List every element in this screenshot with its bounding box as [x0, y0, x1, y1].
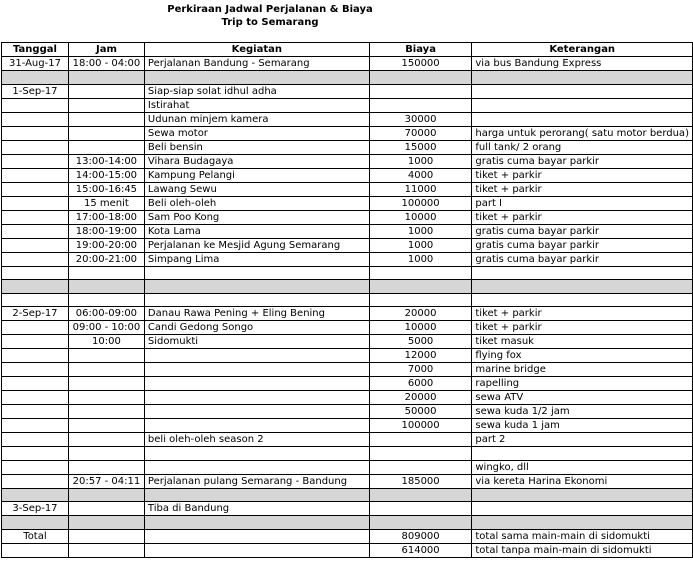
table-row: [2, 238, 693, 252]
cell-jam[interactable]: [68, 266, 144, 280]
cell-tanggal[interactable]: [2, 238, 69, 252]
cell-kegiatan[interactable]: Sidomukti: [144, 335, 369, 349]
cell-tanggal[interactable]: [2, 140, 69, 154]
cell-biaya[interactable]: 100000: [369, 196, 472, 210]
cell-keterangan[interactable]: tiket + parkir: [472, 182, 693, 196]
cell-jam[interactable]: 15:00-16:45: [68, 182, 144, 196]
cell-tanggal[interactable]: [2, 349, 69, 363]
cell-tanggal[interactable]: [2, 474, 69, 488]
table-body: [2, 57, 693, 558]
cell-biaya[interactable]: [369, 266, 472, 280]
table-row: [2, 349, 693, 363]
col-header-jam[interactable]: Jam: [68, 43, 144, 57]
itinerary-table: [1, 42, 693, 558]
cell-biaya[interactable]: 10000: [369, 210, 472, 224]
table-row: [2, 252, 693, 266]
cell-biaya[interactable]: [369, 516, 472, 530]
cell-kegiatan[interactable]: Danau Rawa Pening + Eling Bening: [144, 307, 369, 321]
cell-tanggal[interactable]: [2, 460, 69, 474]
cell-jam[interactable]: 10:00: [68, 335, 144, 349]
cell-biaya[interactable]: 15000: [369, 140, 472, 154]
cell-biaya[interactable]: 4000: [369, 168, 472, 182]
header-row: [2, 43, 693, 57]
cell-jam[interactable]: [68, 502, 144, 516]
cell-keterangan[interactable]: [472, 84, 693, 98]
cell-kegiatan[interactable]: Tiba di Bandung: [144, 502, 369, 516]
cell-kegiatan[interactable]: [144, 349, 369, 363]
cell-tanggal[interactable]: [2, 321, 69, 335]
cell-jam[interactable]: [68, 363, 144, 377]
cell-kegiatan[interactable]: [144, 543, 369, 557]
cell-keterangan[interactable]: full tank/ 2 orang: [472, 140, 693, 154]
cell-kegiatan[interactable]: [144, 293, 369, 307]
cell-biaya[interactable]: [369, 98, 472, 112]
cell-keterangan[interactable]: sewa kuda 1 jam: [472, 419, 693, 433]
cell-keterangan[interactable]: harga untuk perorang( satu motor berdua): [472, 126, 693, 140]
table-row: [2, 543, 693, 557]
cell-jam[interactable]: [68, 112, 144, 126]
table-row: [2, 307, 693, 321]
table-row: [2, 196, 693, 210]
cell-keterangan[interactable]: [472, 447, 693, 461]
table-row: [2, 321, 693, 335]
cell-biaya[interactable]: 100000: [369, 419, 472, 433]
cell-jam[interactable]: [68, 419, 144, 433]
cell-tanggal[interactable]: [2, 293, 69, 307]
cell-kegiatan[interactable]: [144, 488, 369, 502]
table-row: [2, 335, 693, 349]
cell-keterangan[interactable]: [472, 98, 693, 112]
cell-tanggal[interactable]: 31-Aug-17: [2, 57, 69, 71]
cell-tanggal[interactable]: 2-Sep-17: [2, 307, 69, 321]
cell-biaya[interactable]: 12000: [369, 349, 472, 363]
cell-jam[interactable]: 13:00-14:00: [68, 154, 144, 168]
table-row: [2, 293, 693, 307]
cell-jam[interactable]: [68, 84, 144, 98]
table-row: [2, 529, 693, 543]
cell-tanggal[interactable]: [2, 280, 69, 294]
cell-biaya[interactable]: 7000: [369, 363, 472, 377]
cell-kegiatan[interactable]: [144, 391, 369, 405]
cell-tanggal[interactable]: [2, 516, 69, 530]
cell-biaya[interactable]: [369, 447, 472, 461]
cell-tanggal[interactable]: [2, 405, 69, 419]
cell-kegiatan[interactable]: beli oleh-oleh season 2: [144, 433, 369, 447]
cell-jam[interactable]: [68, 460, 144, 474]
cell-biaya[interactable]: [369, 84, 472, 98]
cell-biaya[interactable]: 185000: [369, 474, 472, 488]
cell-tanggal[interactable]: [2, 377, 69, 391]
table-row: [2, 460, 693, 474]
cell-kegiatan[interactable]: Perjalanan Bandung - Semarang: [144, 57, 369, 71]
cell-keterangan[interactable]: tiket + parkir: [472, 168, 693, 182]
table-row: [2, 488, 693, 502]
cell-jam[interactable]: 06:00-09:00: [68, 307, 144, 321]
cell-kegiatan[interactable]: [144, 516, 369, 530]
cell-keterangan[interactable]: [472, 502, 693, 516]
cell-kegiatan[interactable]: [144, 266, 369, 280]
cell-kegiatan[interactable]: Lawang Sewu: [144, 182, 369, 196]
cell-tanggal[interactable]: [2, 98, 69, 112]
cell-tanggal[interactable]: [2, 363, 69, 377]
cell-tanggal[interactable]: [2, 266, 69, 280]
cell-kegiatan[interactable]: Sewa motor: [144, 126, 369, 140]
cell-jam[interactable]: [68, 391, 144, 405]
cell-jam[interactable]: 14:00-15:00: [68, 168, 144, 182]
cell-jam[interactable]: [68, 405, 144, 419]
cell-biaya[interactable]: 614000: [369, 543, 472, 557]
cell-tanggal[interactable]: [2, 335, 69, 349]
cell-tanggal[interactable]: [2, 168, 69, 182]
cell-biaya[interactable]: [369, 502, 472, 516]
cell-jam[interactable]: [68, 488, 144, 502]
cell-kegiatan[interactable]: Istirahat: [144, 98, 369, 112]
cell-kegiatan[interactable]: [144, 280, 369, 294]
cell-biaya[interactable]: [369, 293, 472, 307]
table-row: [2, 405, 693, 419]
cell-biaya[interactable]: 11000: [369, 182, 472, 196]
cell-jam[interactable]: [68, 126, 144, 140]
cell-keterangan[interactable]: tiket + parkir: [472, 307, 693, 321]
cell-biaya[interactable]: 1000: [369, 238, 472, 252]
table-row: [2, 266, 693, 280]
table-row: [2, 140, 693, 154]
cell-kegiatan[interactable]: [144, 405, 369, 419]
cell-tanggal[interactable]: [2, 391, 69, 405]
table-row: [2, 391, 693, 405]
table-row: [2, 57, 693, 71]
cell-biaya[interactable]: 150000: [369, 57, 472, 71]
cell-tanggal[interactable]: [2, 182, 69, 196]
cell-kegiatan[interactable]: Kampung Pelangi: [144, 168, 369, 182]
cell-jam[interactable]: 20:00-21:00: [68, 252, 144, 266]
cell-jam[interactable]: [68, 98, 144, 112]
cell-jam[interactable]: 17:00-18:00: [68, 210, 144, 224]
table-row: [2, 447, 693, 461]
cell-kegiatan[interactable]: Perjalanan pulang Semarang - Bandung: [144, 474, 369, 488]
table-row: [2, 280, 693, 294]
cell-keterangan[interactable]: total sama main-main di sidomukti: [472, 529, 693, 543]
cell-biaya[interactable]: [369, 460, 472, 474]
cell-biaya[interactable]: 1000: [369, 154, 472, 168]
cell-biaya[interactable]: 50000: [369, 405, 472, 419]
cell-kegiatan[interactable]: Beli oleh-oleh: [144, 196, 369, 210]
cell-keterangan[interactable]: gratis cuma bayar parkir: [472, 238, 693, 252]
cell-jam[interactable]: 18:00 - 04:00: [68, 57, 144, 71]
cell-kegiatan[interactable]: Beli bensin: [144, 140, 369, 154]
cell-kegiatan[interactable]: [144, 363, 369, 377]
col-header-kegiatan[interactable]: Kegiatan: [144, 43, 369, 57]
cell-keterangan[interactable]: [472, 280, 693, 294]
cell-kegiatan[interactable]: Vihara Budagaya: [144, 154, 369, 168]
cell-keterangan[interactable]: [472, 71, 693, 85]
table-row: [2, 210, 693, 224]
cell-keterangan[interactable]: via bus Bandung Express: [472, 57, 693, 71]
cell-tanggal[interactable]: [2, 543, 69, 557]
cell-keterangan[interactable]: gratis cuma bayar parkir: [472, 252, 693, 266]
cell-biaya[interactable]: 20000: [369, 307, 472, 321]
table-row: [2, 98, 693, 112]
table-row: [2, 474, 693, 488]
cell-tanggal[interactable]: [2, 419, 69, 433]
table-row: [2, 502, 693, 516]
table-row: [2, 363, 693, 377]
cell-tanggal[interactable]: [2, 224, 69, 238]
cell-tanggal[interactable]: 3-Sep-17: [2, 502, 69, 516]
table-row: [2, 433, 693, 447]
cell-keterangan[interactable]: rapelling: [472, 377, 693, 391]
cell-biaya[interactable]: 70000: [369, 126, 472, 140]
cell-tanggal[interactable]: [2, 112, 69, 126]
cell-keterangan[interactable]: tiket + parkir: [472, 321, 693, 335]
cell-tanggal[interactable]: 1-Sep-17: [2, 84, 69, 98]
cell-keterangan[interactable]: part 2: [472, 433, 693, 447]
cell-biaya[interactable]: 5000: [369, 335, 472, 349]
cell-keterangan[interactable]: part I: [472, 196, 693, 210]
cell-tanggal[interactable]: [2, 71, 69, 85]
cell-tanggal[interactable]: [2, 488, 69, 502]
cell-kegiatan[interactable]: Simpang Lima: [144, 252, 369, 266]
cell-biaya[interactable]: 1000: [369, 252, 472, 266]
cell-jam[interactable]: 18:00-19:00: [68, 224, 144, 238]
cell-tanggal[interactable]: [2, 433, 69, 447]
cell-biaya[interactable]: 6000: [369, 377, 472, 391]
sheet-subtitle: Trip to Semarang: [221, 17, 319, 28]
table-row: [2, 516, 693, 530]
cell-keterangan[interactable]: [472, 293, 693, 307]
cell-keterangan[interactable]: via kereta Harina Ekonomi: [472, 474, 693, 488]
cell-keterangan[interactable]: marine bridge: [472, 363, 693, 377]
cell-biaya[interactable]: 809000: [369, 529, 472, 543]
cell-biaya[interactable]: [369, 280, 472, 294]
cell-kegiatan[interactable]: [144, 460, 369, 474]
cell-biaya[interactable]: 30000: [369, 112, 472, 126]
cell-jam[interactable]: 20:57 - 04:11: [68, 474, 144, 488]
cell-biaya[interactable]: 1000: [369, 224, 472, 238]
cell-biaya[interactable]: [369, 71, 472, 85]
cell-tanggal[interactable]: [2, 447, 69, 461]
cell-keterangan[interactable]: [472, 266, 693, 280]
cell-jam[interactable]: [68, 529, 144, 543]
cell-kegiatan[interactable]: Perjalanan ke Mesjid Agung Semarang: [144, 238, 369, 252]
cell-kegiatan[interactable]: Udunan minjem kamera: [144, 112, 369, 126]
cell-tanggal[interactable]: [2, 252, 69, 266]
cell-jam[interactable]: 09:00 - 10:00: [68, 321, 144, 335]
col-header-tanggal[interactable]: Tanggal: [2, 43, 69, 57]
cell-keterangan[interactable]: [472, 516, 693, 530]
col-header-keterangan[interactable]: Keterangan: [472, 43, 693, 57]
cell-kegiatan[interactable]: [144, 419, 369, 433]
col-header-biaya[interactable]: Biaya: [369, 43, 472, 57]
cell-keterangan[interactable]: tiket masuk: [472, 335, 693, 349]
cell-keterangan[interactable]: wingko, dll: [472, 460, 693, 474]
cell-biaya[interactable]: [369, 433, 472, 447]
table-row: [2, 154, 693, 168]
cell-kegiatan[interactable]: Candi Gedong Songo: [144, 321, 369, 335]
cell-tanggal[interactable]: [2, 154, 69, 168]
cell-keterangan[interactable]: [472, 488, 693, 502]
cell-keterangan[interactable]: sewa ATV: [472, 391, 693, 405]
cell-keterangan[interactable]: [472, 112, 693, 126]
cell-tanggal[interactable]: Total: [2, 529, 69, 543]
cell-keterangan[interactable]: sewa kuda 1/2 jam: [472, 405, 693, 419]
cell-tanggal[interactable]: [2, 126, 69, 140]
cell-keterangan[interactable]: gratis cuma bayar parkir: [472, 224, 693, 238]
table-row: [2, 224, 693, 238]
cell-kegiatan[interactable]: Kota Lama: [144, 224, 369, 238]
table-row: [2, 168, 693, 182]
cell-jam[interactable]: [68, 280, 144, 294]
cell-biaya[interactable]: 20000: [369, 391, 472, 405]
table-row: [2, 84, 693, 98]
table-row: [2, 419, 693, 433]
cell-jam[interactable]: [68, 293, 144, 307]
cell-kegiatan[interactable]: [144, 71, 369, 85]
cell-kegiatan[interactable]: [144, 447, 369, 461]
table-row: [2, 71, 693, 85]
table-row: [2, 377, 693, 391]
cell-jam[interactable]: [68, 433, 144, 447]
cell-jam[interactable]: [68, 71, 144, 85]
cell-keterangan[interactable]: tiket + parkir: [472, 210, 693, 224]
cell-jam[interactable]: [68, 447, 144, 461]
cell-kegiatan[interactable]: [144, 377, 369, 391]
cell-jam[interactable]: 15 menit: [68, 196, 144, 210]
cell-jam[interactable]: [68, 377, 144, 391]
cell-tanggal[interactable]: [2, 210, 69, 224]
cell-kegiatan[interactable]: Sam Poo Kong: [144, 210, 369, 224]
table-row: [2, 182, 693, 196]
cell-kegiatan[interactable]: Siap-siap solat idhul adha: [144, 84, 369, 98]
cell-jam[interactable]: 19:00-20:00: [68, 238, 144, 252]
table-row: [2, 126, 693, 140]
cell-jam[interactable]: [68, 543, 144, 557]
table-row: [2, 112, 693, 126]
cell-kegiatan[interactable]: [144, 529, 369, 543]
cell-keterangan[interactable]: total tanpa main-main di sidomukti: [472, 543, 693, 557]
sheet-title: Perkiraan Jadwal Perjalanan & Biaya: [167, 4, 373, 15]
cell-jam[interactable]: [68, 516, 144, 530]
cell-biaya[interactable]: 10000: [369, 321, 472, 335]
cell-keterangan[interactable]: gratis cuma bayar parkir: [472, 154, 693, 168]
cell-biaya[interactable]: [369, 488, 472, 502]
cell-keterangan[interactable]: flying fox: [472, 349, 693, 363]
cell-jam[interactable]: [68, 140, 144, 154]
cell-jam[interactable]: [68, 349, 144, 363]
cell-tanggal[interactable]: [2, 196, 69, 210]
